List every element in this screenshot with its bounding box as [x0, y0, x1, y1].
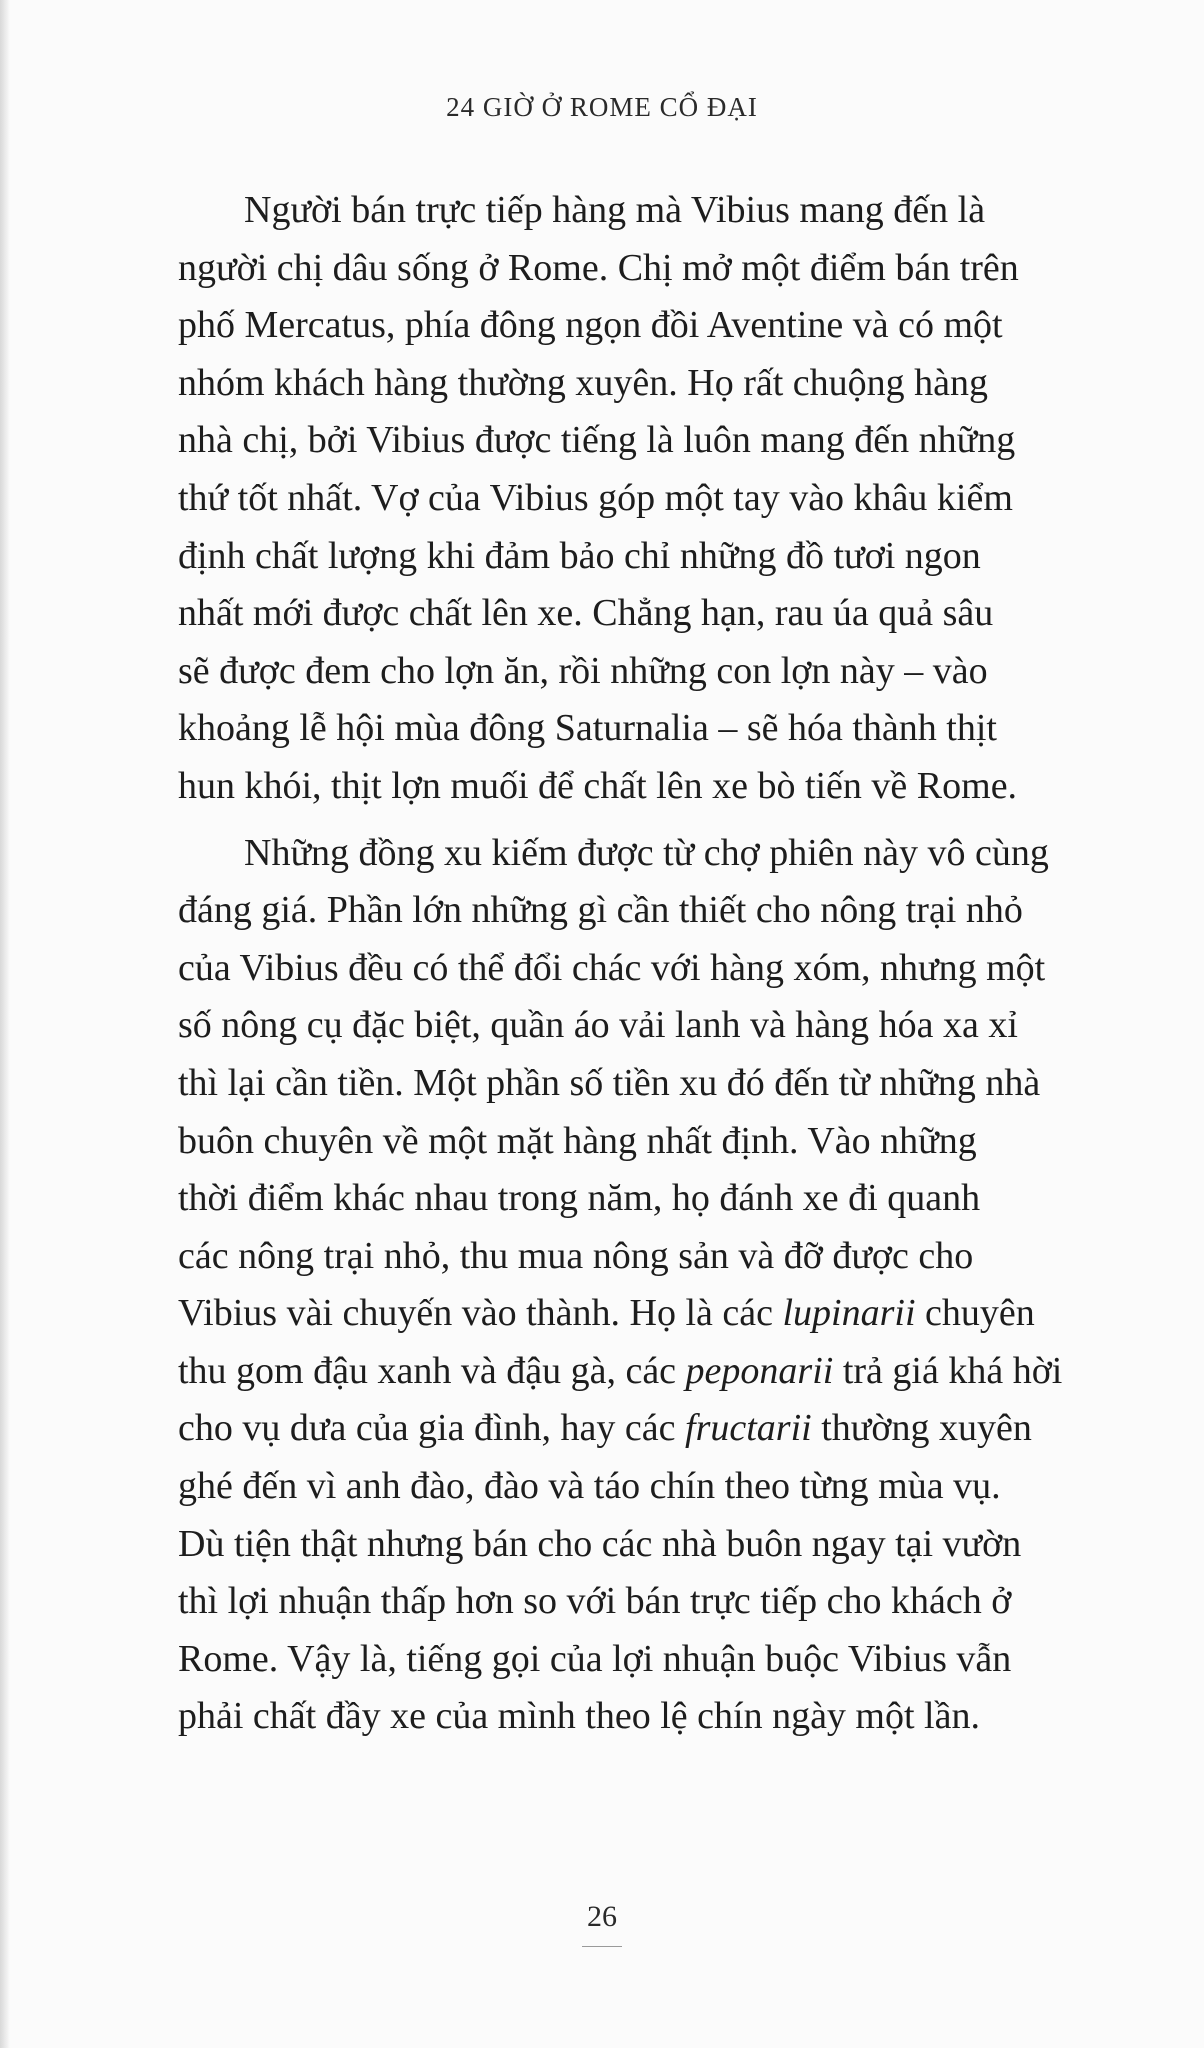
- text-run: thường xuyên: [811, 1407, 1032, 1450]
- text-line: thì lại cần tiền. Một phần số tiền xu đó đến từ những nhà: [178, 1061, 1041, 1104]
- spine-shadow: [0, 0, 10, 2048]
- text-run: thu gom đậu xanh và đậu gà, các: [178, 1349, 686, 1392]
- text-line: thì lợi nhuận thấp hơn so với bán trực tiếp cho khách ở: [178, 1580, 1012, 1623]
- text-line: hun khói, thịt lợn muối để chất lên xe bò tiến về Rome.: [178, 764, 1018, 807]
- text-line: thời điểm khác nhau trong năm, họ đánh xe đi quanh: [178, 1177, 981, 1220]
- text-line: buôn chuyên về một mặt hàng nhất định. Vào những: [178, 1119, 977, 1162]
- text-line: Dù tiện thật nhưng bán cho các nhà buôn ngay tại vườn: [178, 1522, 1022, 1565]
- page-number-rule: [582, 1946, 622, 1947]
- page-number: 26: [587, 1900, 617, 1933]
- text-line: sẽ được đem cho lợn ăn, rồi những con lợn này – vào: [178, 649, 988, 692]
- text-line: khoảng lễ hội mùa đông Saturnalia – sẽ hóa thành thịt: [178, 707, 997, 750]
- text-line: của Vibius đều có thể đổi chác với hàng xóm, nhưng một: [178, 946, 1046, 989]
- text-run: cho vụ dưa của gia đình, hay các: [178, 1407, 686, 1450]
- text-run: trả giá khá hời: [833, 1349, 1063, 1392]
- italic-term: fructarii: [685, 1407, 812, 1450]
- text-run: Vibius vài chuyến vào thành. Họ là các: [178, 1292, 783, 1335]
- text-line-with-italic: [178, 1400, 1124, 1458]
- text-line: ghé đến vì anh đào, đào và táo chín theo từng mùa vụ.: [178, 1465, 1001, 1508]
- body-text: [178, 182, 1124, 1746]
- text-line: định chất lượng khi đảm bảo chỉ những đồ tươi ngon: [178, 534, 981, 577]
- text-line-with-italic: [178, 1343, 1124, 1401]
- text-line: số nông cụ đặc biệt, quần áo vải lanh và hàng hóa xa xỉ: [178, 1004, 1018, 1047]
- text-line: nhất mới được chất lên xe. Chẳng hạn, rau úa quả sâu: [178, 592, 994, 635]
- text-line: nhà chị, bởi Vibius được tiếng là luôn mang đến những: [178, 419, 1016, 462]
- paragraph-1: [178, 182, 1124, 816]
- text-line: đáng giá. Phần lớn những gì cần thiết cho nông trại nhỏ: [178, 889, 1023, 932]
- paragraph-2: [178, 825, 1124, 1747]
- text-line: phố Mercatus, phía đông ngọn đồi Aventine và có một: [178, 304, 1003, 347]
- text-line: Những đồng xu kiếm được từ chợ phiên này vô cùng: [244, 831, 1049, 874]
- text-line: phải chất đầy xe của mình theo lệ chín ngày một lần.: [178, 1695, 980, 1738]
- text-line: Người bán trực tiếp hàng mà Vibius mang đến là: [244, 189, 986, 231]
- text-line: Rome. Vậy là, tiếng gọi của lợi nhuận buộc Vibius vẫn: [178, 1637, 1012, 1680]
- text-line: thứ tốt nhất. Vợ của Vibius góp một tay vào khâu kiểm: [178, 476, 1013, 519]
- text-line: các nông trại nhỏ, thu mua nông sản và đỡ được cho: [178, 1234, 974, 1277]
- italic-term: lupinarii: [782, 1292, 916, 1335]
- italic-term: peponarii: [685, 1349, 834, 1392]
- text-line-with-italic: [178, 1285, 1124, 1343]
- text-line: người chị dâu sống ở Rome. Chị mở một điểm bán trên: [178, 246, 1019, 289]
- running-head: 24 GIỜ Ở ROME CỔ ĐẠI: [446, 92, 758, 122]
- text-line: nhóm khách hàng thường xuyên. Họ rất chuộng hàng: [178, 361, 989, 404]
- text-run: chuyên: [915, 1292, 1035, 1335]
